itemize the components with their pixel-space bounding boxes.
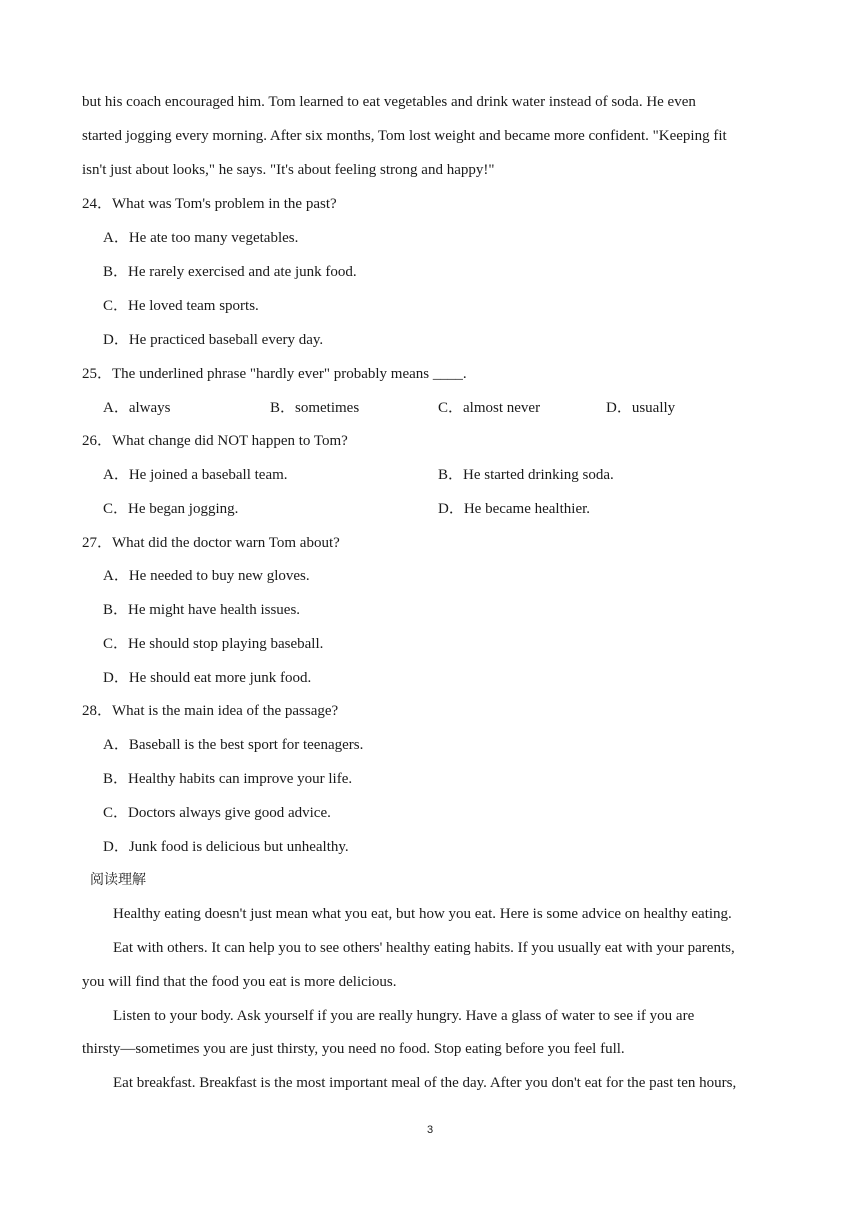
passage-line: isn't just about looks," he says. "It's about feeling strong and happy!" [82,162,495,178]
question-25-stem: 25．The underlined phrase "hardly ever" probably means ____. [82,366,467,382]
q25-option-a: A．always [103,400,171,416]
q28-option-d: D．Junk food is delicious but unhealthy. [103,839,349,855]
q27-option-c: C．He should stop playing baseball. [103,636,324,652]
passage-line: Healthy eating doesn't just mean what you eat, but how you eat. Here is some advice on healthy eating. [113,906,732,922]
passage-line: you will find that the food you eat is more delicious. [82,974,397,990]
q28-option-b: B．Healthy habits can improve your life. [103,771,353,787]
q27-option-d: D．He should eat more junk food. [103,670,312,686]
page-number: 3 [426,1124,434,1136]
question-24-stem: 24．What was Tom's problem in the past? [82,196,337,212]
passage-line: Listen to your body. Ask yourself if you are really hungry. Have a glass of water to see if you are [113,1008,695,1024]
q25-option-c: C．almost never [438,400,541,416]
q25-option-d: D．usually [606,400,676,416]
q24-option-b: B．He rarely exercised and ate junk food. [103,264,357,280]
q27-option-b: B．He might have health issues. [103,602,301,618]
q25-option-b: B．sometimes [270,400,360,416]
q24-option-a: A．He ate too many vegetables. [103,230,299,246]
passage-line: Eat breakfast. Breakfast is the most important meal of the day. After you don't eat for the past ten hours, [113,1075,737,1091]
q24-option-d: D．He practiced baseball every day. [103,332,324,348]
question-28-stem: 28．What is the main idea of the passage? [82,703,339,719]
passage-line: but his coach encouraged him. Tom learned to eat vegetables and drink water instead of soda. He even [82,94,696,110]
section-title: 阅读理解 [90,872,146,888]
question-27-stem: 27．What did the doctor warn Tom about? [82,535,340,551]
q26-option-d: D．He became healthier. [438,501,591,517]
q24-option-c: C．He loved team sports. [103,298,259,314]
question-26-stem: 26．What change did NOT happen to Tom? [82,433,348,449]
q26-option-c: C．He began jogging. [103,501,239,517]
passage-line: Eat with others. It can help you to see others' healthy eating habits. If you usually eat with your parents, [113,940,735,956]
q28-option-c: C．Doctors always give good advice. [103,805,331,821]
passage-line: started jogging every morning. After six months, Tom lost weight and became more confident. "Keeping fit [82,128,727,144]
q26-option-b: B．He started drinking soda. [438,467,614,483]
passage-line: thirsty—sometimes you are just thirsty, you need no food. Stop eating before you feel full. [82,1041,625,1057]
q27-option-a: A．He needed to buy new gloves. [103,568,310,584]
q28-option-a: A．Baseball is the best sport for teenagers. [103,737,364,753]
q26-option-a: A．He joined a baseball team. [103,467,288,483]
